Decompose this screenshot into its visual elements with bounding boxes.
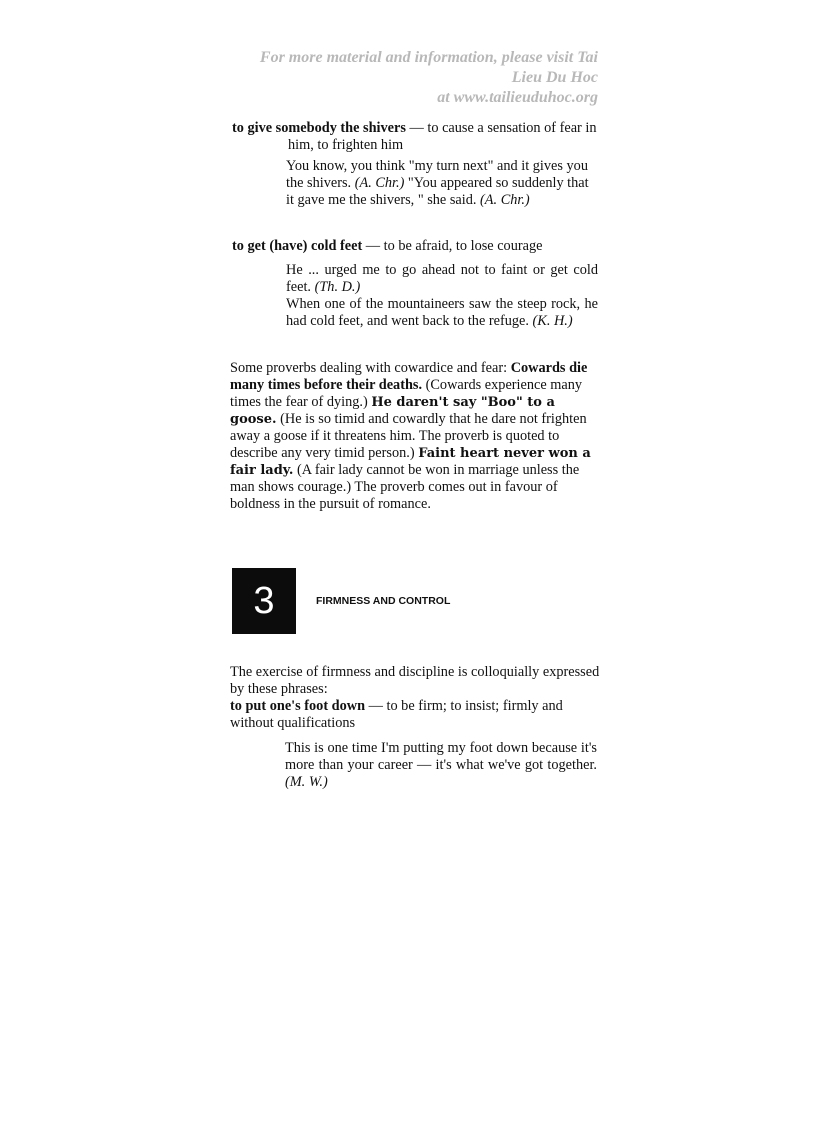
- proverb-2: He daren't say "Boo" to a goose.: [230, 395, 555, 427]
- quote-foot-down-source: (M. W.): [285, 774, 328, 790]
- quote-cold-feet-a: He ... urged me to go ahead not to faint or get cold feet.: [286, 262, 598, 295]
- watermark-line-3: at www.tailieuduhoc.org: [437, 89, 598, 106]
- proverb-3-explanation: (A fair lady cannot be won in marriage unless the man shows courage.) The proverb comes out in favour of boldness in the pursuit of romance.: [230, 462, 580, 512]
- quote-cold-feet: [286, 262, 598, 330]
- proverb-3: Faint heart never won a fair lady.: [230, 446, 591, 478]
- entry-shivers-def-cont: him, to frighten him: [288, 137, 404, 153]
- quote-shivers: [286, 158, 598, 209]
- quote-cold-feet-b-source: (K. H.): [532, 313, 573, 329]
- chapter-number-badge: 3: [232, 568, 296, 634]
- quote-foot-down: [285, 740, 597, 791]
- quote-shivers-b-source: (A. Chr.): [480, 192, 530, 208]
- proverbs-paragraph: [230, 360, 596, 513]
- quote-cold-feet-a-source: (Th. D.): [314, 279, 361, 295]
- entry-foot-down-term: to put one's foot down: [230, 698, 366, 714]
- chapter-title: FIRMNESS AND CONTROL: [316, 595, 451, 607]
- entry-shivers-def: — to cause a sensation of fear in: [405, 120, 597, 136]
- watermark-line-1: For more material and information, please visit Tai: [259, 49, 598, 66]
- section-intro-text: The exercise of firmness and discipline is colloquially expressed by these phrases:: [230, 664, 600, 697]
- quote-shivers-a: You know, you think "my turn next" and it gives you the shivers.: [286, 158, 588, 191]
- entry-shivers-term: to give somebody the shivers: [232, 120, 406, 136]
- watermark-line-2: Lieu Du Hoc: [511, 69, 598, 86]
- entry-foot-down-def: — to be firm; to insist; firmly and without qualifications: [230, 698, 563, 731]
- proverb-2-explanation: (He is so timid and cowardly that he dare not frighten away a goose if it threatens him. The proverb is quoted to describe any very timid person.): [230, 411, 587, 461]
- entry-cold-feet-term: to get (have) cold feet: [232, 238, 363, 254]
- section-intro: [230, 664, 600, 732]
- quote-foot-down-text: This is one time I'm putting my foot down because it's more than your career — it's what we've got together.: [285, 740, 597, 773]
- watermark: [232, 48, 598, 108]
- quote-cold-feet-b: When one of the mountaineers saw the steep rock, he had cold feet, and went back to the refuge.: [286, 296, 598, 329]
- proverb-1: Cowards die many times before their deaths.: [230, 360, 588, 393]
- quote-shivers-a-source: (A. Chr.): [354, 175, 405, 191]
- entry-cold-feet-def: — to be afraid, to lose courage: [362, 238, 543, 254]
- proverbs-intro: Some proverbs dealing with cowardice and fear:: [230, 360, 511, 376]
- entry-shivers-definition: [232, 120, 604, 137]
- entry-shivers: [232, 120, 604, 154]
- proverb-1-explanation: (Cowards experience many times the fear of dying.): [230, 377, 583, 410]
- quote-shivers-b: "You appeared so suddenly that it gave me the shivers, " she said.: [286, 175, 589, 208]
- entry-cold-feet: [232, 238, 604, 255]
